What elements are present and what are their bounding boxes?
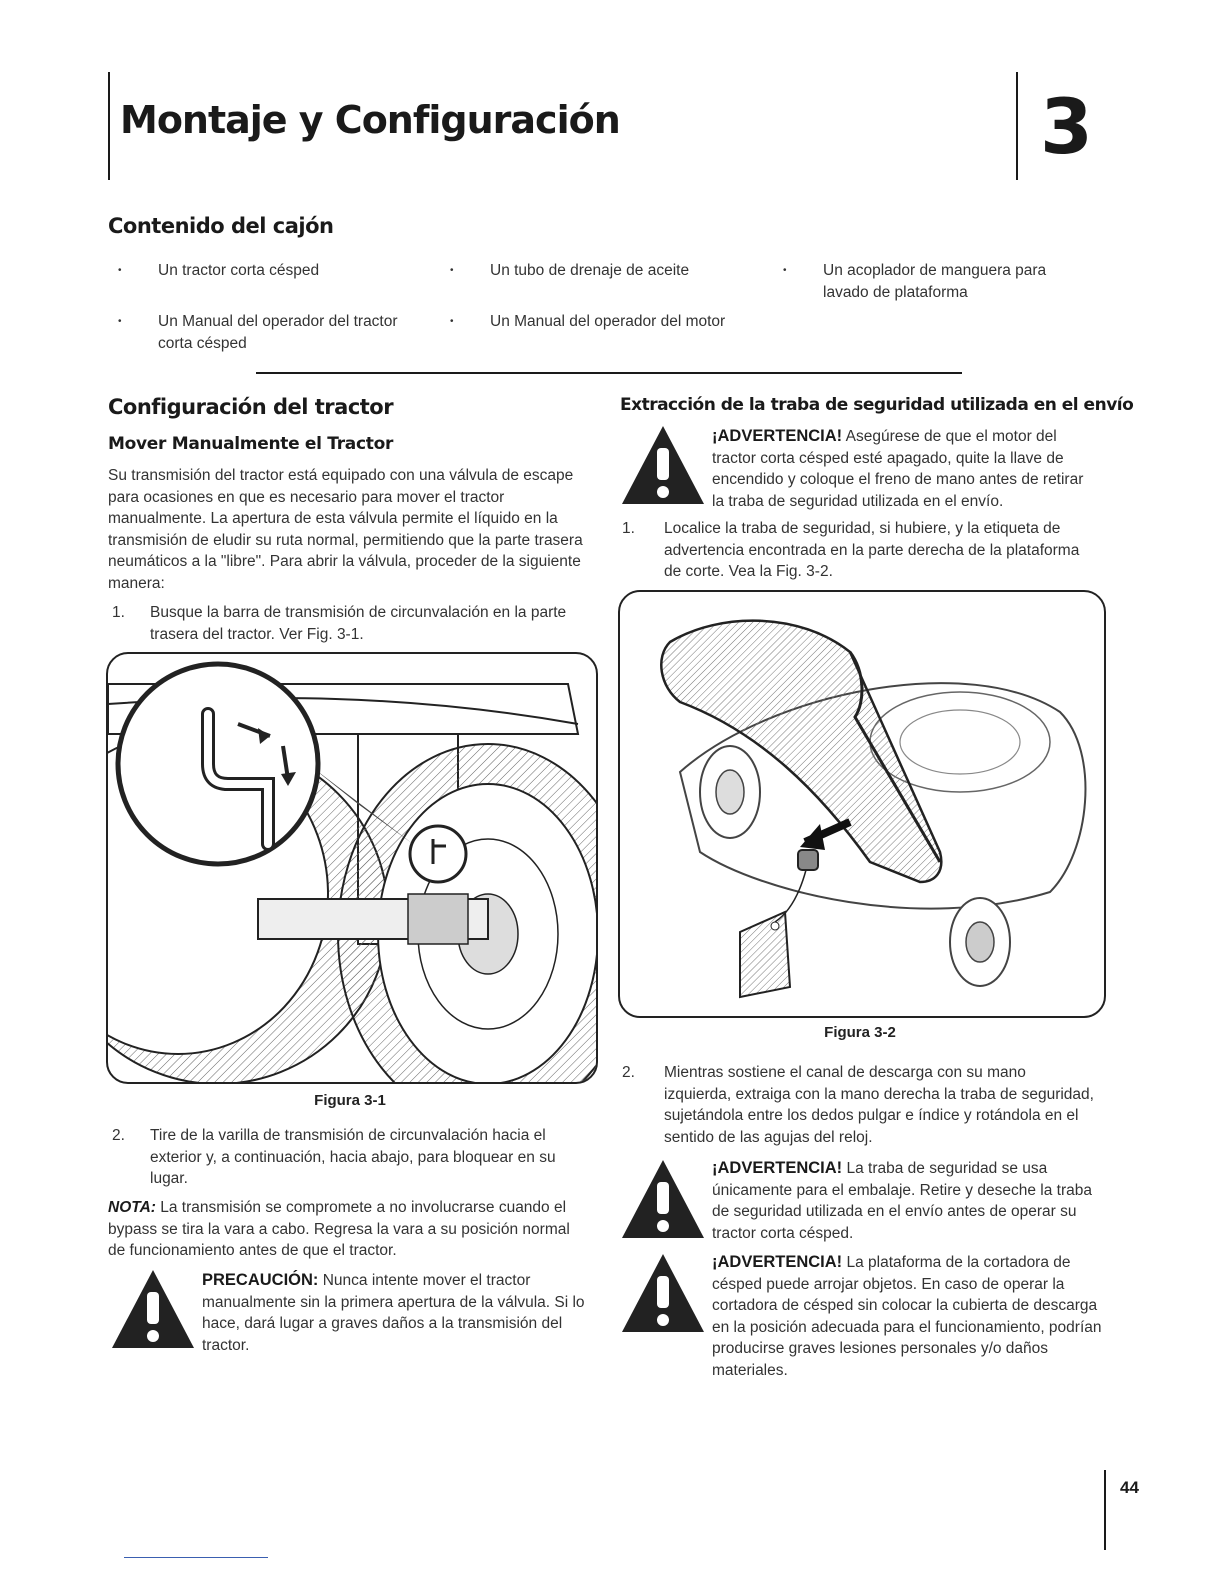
list-item: • Un Manual del operador del motor bbox=[450, 313, 726, 330]
list-item: • Un acoplador de manguera para lavado de plataforma bbox=[783, 262, 1047, 301]
warning-triangle-icon bbox=[620, 424, 706, 506]
header-left-rule bbox=[108, 72, 110, 180]
warning-triangle-icon bbox=[620, 1252, 706, 1334]
note-label: NOTA: bbox=[108, 1199, 156, 1216]
list-item: • Un Manual del operador del tractor corta césped bbox=[118, 313, 398, 352]
page-number: 44 bbox=[1120, 1478, 1139, 1497]
warning-3-label: ¡ADVERTENCIA! bbox=[712, 1253, 843, 1271]
step-1-right: 1. Localice la traba de seguridad, si hubiere, y la etiqueta de advertencia encontrada en la parte derecha de la plataforma de corte. Vea la Fig. 3-2. bbox=[622, 520, 1080, 580]
figure-3-2-caption: Figura 3-2 bbox=[824, 1024, 896, 1041]
manual-move-subheading: Mover Manualmente el Tractor bbox=[108, 434, 394, 454]
box-contents-heading: Contenido del cajón bbox=[108, 214, 334, 238]
tractor-wheel-illustration bbox=[108, 654, 596, 1082]
warning-2-paragraph bbox=[712, 1158, 1096, 1244]
footer-page-rule bbox=[1104, 1470, 1106, 1550]
chapter-title: Montaje y Configuración bbox=[120, 98, 620, 142]
section-divider bbox=[256, 372, 962, 374]
footer-line bbox=[124, 1557, 268, 1558]
note-text: La transmisión se compromete a no involucrarse cuando el bypass se tira la vara a cabo. Regresa la vara a su posición normal de funcionamiento antes de que el tractor. bbox=[108, 1199, 570, 1259]
step-2-left: 2. Tire de la varilla de transmisión de circunvalación hacia el exterior y, a continuación, hacia abajo, para bloquear en su lugar. bbox=[112, 1127, 556, 1187]
figure-3-1 bbox=[106, 652, 598, 1084]
mower-deck-illustration bbox=[620, 592, 1104, 1016]
figure-3-1-caption: Figura 3-1 bbox=[314, 1092, 386, 1109]
figure-3-2 bbox=[618, 590, 1106, 1018]
step-2-right: 2. Mientras sostiene el canal de descarga con su mano izquierda, extraiga con la mano derecha la traba de seguridad, sujetándola entre los dedos pulgar e índice y rotándola en el sentido de las agujas del reloj. bbox=[622, 1064, 1094, 1146]
warning-2-text: La traba de seguridad se usa únicamente para el embalaje. Retire y deseche la traba de seguridad utilizada en el envío antes de operar su tractor corta césped. bbox=[712, 1160, 1092, 1242]
manual-move-intro: Su transmisión del tractor está equipado con una válvula de escape para ocasiones en que es necesario para mover el tractor manualmente. La apertura de esta válvula permite el líquido en la transmisión de eludir su ruta normal, permitiendo que la parte trasera neumáticos a la "libre". Para abrir la válvula, proceder de la siguiente manera: bbox=[108, 467, 583, 592]
step-1-left: 1. Busque la barra de transmisión de circunvalación en la parte trasera del tractor. Ver Fig. 3-1. bbox=[112, 604, 567, 643]
caution-label: PRECAUCIÓN: bbox=[202, 1271, 319, 1289]
safety-lock-heading: Extracción de la traba de seguridad utilizada en el envío bbox=[620, 395, 1134, 415]
warning-1-paragraph bbox=[712, 426, 1096, 512]
tractor-setup-heading: Configuración del tractor bbox=[108, 395, 394, 419]
note-paragraph bbox=[108, 1197, 590, 1262]
chapter-number: 3 bbox=[1040, 82, 1093, 171]
warning-triangle-icon bbox=[110, 1268, 196, 1350]
list-item: • Un tractor corta césped bbox=[118, 262, 320, 279]
header-right-rule bbox=[1016, 72, 1018, 180]
warning-3-paragraph bbox=[712, 1252, 1102, 1381]
warning-1-label: ¡ADVERTENCIA! bbox=[712, 427, 843, 445]
caution-paragraph bbox=[202, 1270, 594, 1356]
caution-text: Nunca intente mover el tractor manualmente sin la primera apertura de la válvula. Si lo hace, dará lugar a graves daños a la transmisión del tractor. bbox=[202, 1272, 585, 1354]
list-item: • Un tubo de drenaje de aceite bbox=[450, 262, 690, 279]
warning-triangle-icon bbox=[620, 1158, 706, 1240]
warning-1-text: Asegúrese de que el motor del tractor corta césped esté apagado, quite la llave de encendido y coloque el freno de mano antes de retirar la traba de seguridad utilizada en el envío. bbox=[712, 428, 1084, 510]
warning-2-label: ¡ADVERTENCIA! bbox=[712, 1159, 843, 1177]
warning-3-text: La plataforma de la cortadora de césped puede arrojar objetos. En caso de operar la cortadora de césped sin colocar la cubierta de descarga en la posición adecuada para el funcionamiento, podrían producirse graves lesiones personales y/o daños materiales. bbox=[712, 1254, 1102, 1379]
